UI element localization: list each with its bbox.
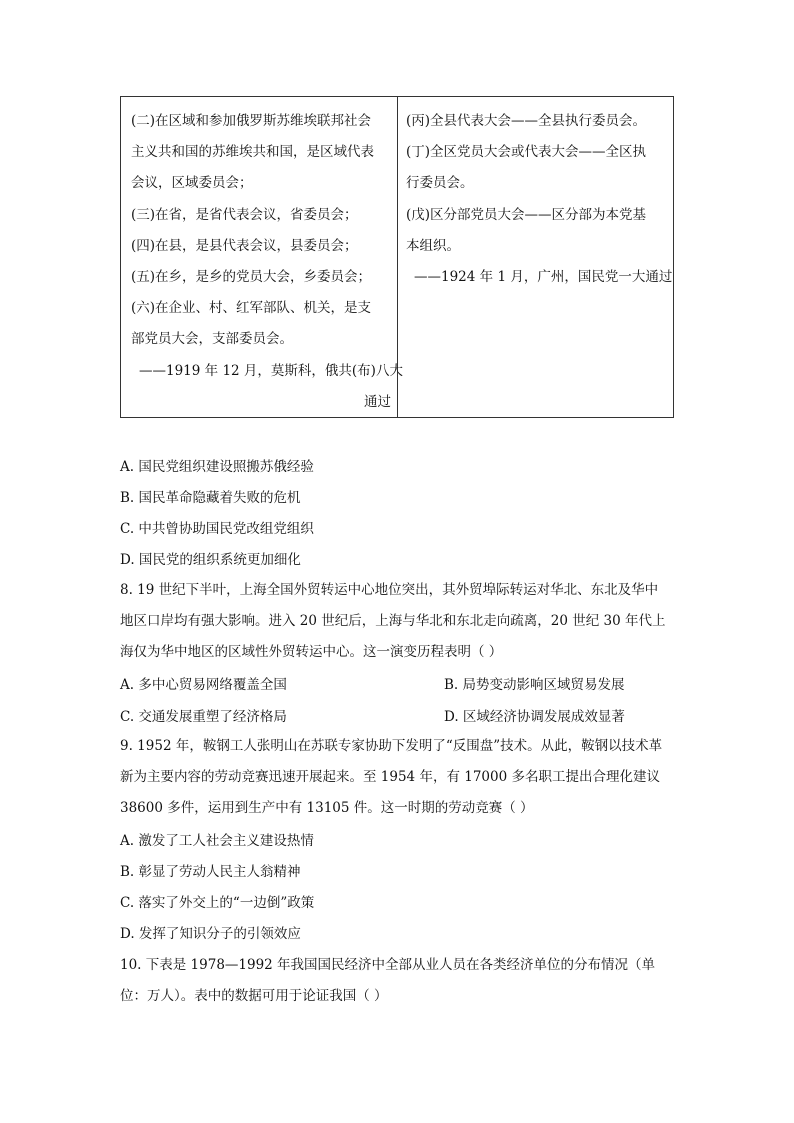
source-material-table	[120, 96, 674, 418]
q10-stem	[120, 950, 680, 1012]
q9-option-d: D. 发挥了知识分子的引领效应	[120, 926, 301, 942]
right-line: (丙)全县代表大会——全县执行委员会。	[406, 113, 647, 129]
left-source: ——1919 年 12 月，莫斯科，俄共(布)八大	[139, 362, 403, 379]
table-cell-left	[121, 97, 403, 417]
left-line: (五)在乡，是乡的党员大会，乡委员会；	[131, 269, 372, 286]
q9-option-b: B. 彰显了劳动人民主人翁精神	[120, 864, 301, 880]
left-source-cont: 通过	[364, 393, 391, 410]
q7-option-a: A. 国民党组织建设照搬苏俄经验	[120, 459, 314, 475]
left-line: 主义共和国的苏维埃共和国，是区域代表	[131, 144, 374, 161]
left-line: (三)在省，是省代表会议，省委员会；	[131, 206, 358, 223]
q9-line: 9. 1952 年，鞍钢工人张明山在苏联专家协助下发明了“反围盘”技术。从此，鞍钢以技术革	[120, 738, 663, 754]
right-line: 行委员会。	[406, 175, 474, 192]
q7-option-c: C. 中共曾协助国民党改组党组织	[120, 521, 314, 537]
left-line: (六)在企业、村、红军部队、机关，是支	[131, 300, 372, 317]
q9-line: 新为主要内容的劳动竞赛迅速开展起来。至 1954 年，有 17000 多名职工提出合理化建议	[120, 769, 660, 786]
left-line: (二)在区域和参加俄罗斯苏维埃联邦社会	[131, 113, 372, 129]
q10-line: 位：万人）。表中的数据可用于论证我国（ ）	[120, 988, 388, 1005]
right-source: ——1924 年 1 月，广州，国民党一大通过	[414, 269, 673, 286]
q8-line: 海仅为华中地区的区域性外贸转运中心。这一演变历程表明（ ）	[120, 644, 503, 661]
q10-line: 10. 下表是 1978—1992 年我国国民经济中全部从业人员在各类经济单位的分布情况（单	[120, 957, 656, 973]
q9-line: 38600 多件，运用到生产中有 13105 件。这一时期的劳动竞赛（ ）	[120, 800, 534, 817]
q9-option-c: C. 落实了外交上的“一边倒”政策	[120, 895, 315, 911]
table-cell-right	[398, 97, 678, 417]
q7-option-d: D. 国民党的组织系统更加细化	[120, 552, 301, 568]
q8-option-c: C. 交通发展重塑了经济格局	[120, 709, 287, 725]
right-line: 本组织。	[406, 237, 460, 254]
q7-option-b: B. 国民革命隐藏着失败的危机	[120, 490, 301, 506]
left-line: (四)在县，是县代表会议，县委员会；	[131, 237, 358, 254]
q9-stem	[120, 731, 680, 825]
q8-line: 8. 19 世纪下半叶，上海全国外贸转运中心地位突出，其外贸埠际转运对华北、东北及华中	[120, 582, 659, 598]
q8-stem	[120, 575, 680, 669]
left-line: 部党员大会，支部委员会。	[131, 331, 293, 348]
right-line: (丁)全区党员大会或代表大会——全区执	[406, 144, 647, 161]
q9-option-a: A. 激发了工人社会主义建设热情	[120, 833, 314, 849]
q8-line: 地区口岸均有强大影响。进入 20 世纪后，上海与华北和东北走向疏离，20 世纪 30 年代上	[120, 613, 666, 630]
right-line: (戊)区分部党员大会——区分部为本党基	[406, 206, 647, 223]
q8-option-d: D. 区域经济协调发展成效显著	[444, 709, 625, 725]
q8-option-b: B. 局势变动影响区域贸易发展	[444, 677, 625, 693]
left-line: 会议，区域委员会；	[131, 175, 253, 192]
q8-option-a: A. 多中心贸易网络覆盖全国	[120, 677, 287, 693]
